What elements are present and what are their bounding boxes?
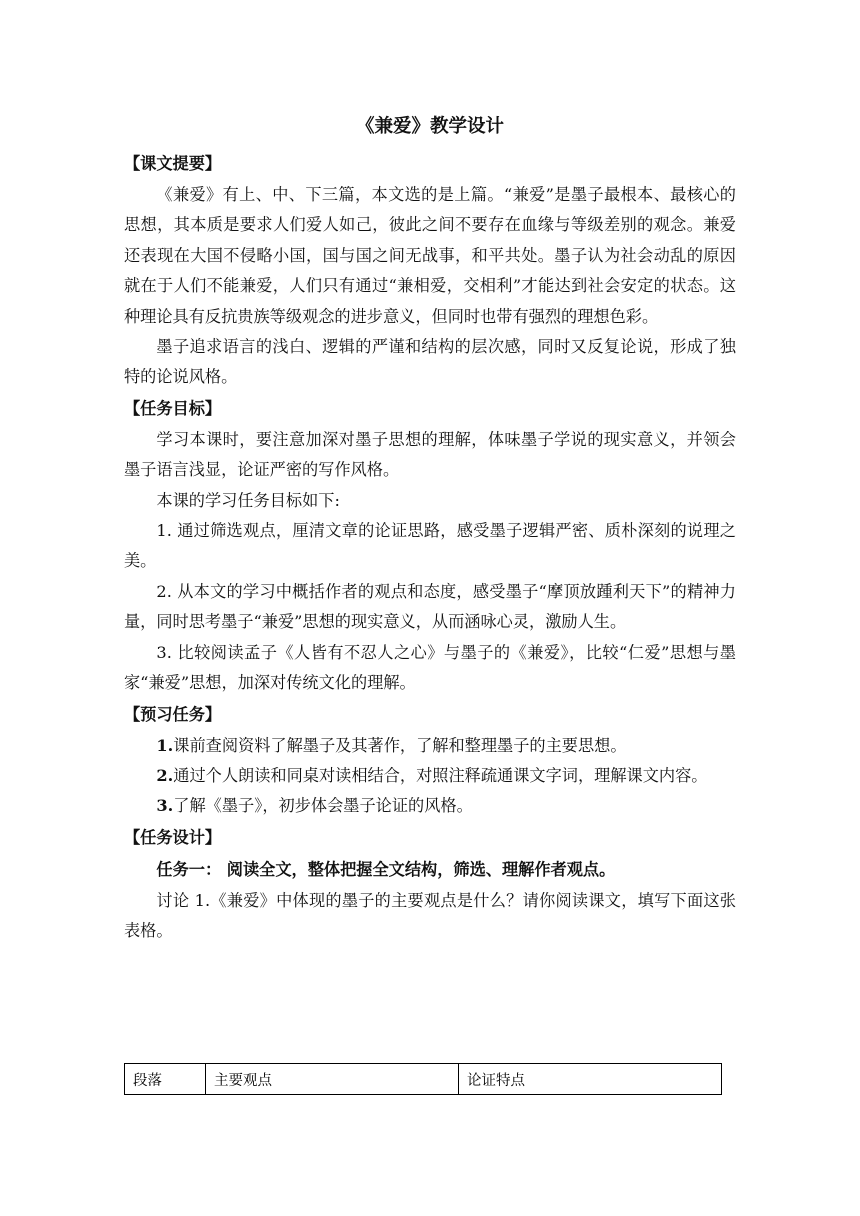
preview-item-1 [124, 731, 736, 761]
preview-item-text: 了解《墨子》，初步体会墨子论证的风格。 [173, 796, 473, 816]
discussion-one: 讨论 1.《兼爱》中体现的墨子的主要观点是什么？请你阅读课文，填写下面这张表格。 [124, 890, 736, 941]
document-title: 《兼爱》教学设计 [355, 116, 504, 137]
section-heading-preview: 【预习任务】 [124, 704, 222, 724]
section-heading-design: 【任务设计】 [124, 827, 222, 847]
table-header-main-view: 主要观点 [206, 1064, 459, 1095]
preview-item-2 [124, 761, 736, 791]
preview-item-text: 通过个人朗读和同桌对读相结合，对照注释疏通课文字词，理解课文内容。 [173, 765, 708, 785]
preview-item-number: 3. [156, 796, 174, 816]
summary-paragraph-2: 墨子追求语言的浅白、逻辑的严谨和结构的层次感，同时又反复论说，形成了独特的论说风格。 [124, 337, 736, 387]
summary-paragraph-1: 《兼爱》有上、中、下三篇，本文选的是上篇。“兼爱”是墨子最根本、最核心的思想，其本质是要求人们爱人如己，彼此之间不要存在血缘与等级差别的观念。兼爱还表现在大国不侵略小国，国与国之间无战事，和平共处。墨子认为社会动乱的原因就在于人们不能兼爱，人们只有通过“兼相爱，交相利”才能达到社会安定的状态。这种理论具有反抗贵族等级观念的进步意义，但同时也带有强烈的理想色彩。 [124, 185, 736, 326]
goals-paragraph-1: 学习本课时，要注意加深对墨子思想的理解，体味墨子学说的现实意义，并领会墨子语言浅显，论证严密的写作风格。 [124, 429, 736, 480]
task-one-title: 任务一： 阅读全文，整体把握全文结构，筛选、理解作者观点。 [156, 859, 616, 879]
preview-item-number: 1. [156, 735, 174, 755]
observation-table [124, 1063, 722, 1095]
table-header-argument-feature: 论证特点 [459, 1064, 722, 1095]
goals-paragraph-2: 本课的学习任务目标如下: [156, 490, 340, 510]
preview-item-3 [124, 791, 736, 821]
section-heading-goals: 【任务目标】 [124, 398, 222, 418]
table-header-row [125, 1064, 722, 1095]
document-body [124, 112, 736, 947]
section-heading-summary: 【课文提要】 [124, 154, 222, 173]
preview-item-number: 2. [156, 765, 174, 785]
preview-item-text: 课前查阅资料了解墨子及其著作，了解和整理墨子的主要思想。 [173, 735, 627, 755]
goal-item-2: 2. 从本文的学习中概括作者的观点和态度，感受墨子“摩顶放踵利天下”的精神力量，同时思考墨子“兼爱”思想的现实意义，从而涵咏心灵，激励人生。 [124, 581, 736, 632]
goal-item-1: 1. 通过筛选观点，厘清文章的论证思路，感受墨子逻辑严密、质朴深刻的说理之美。 [124, 521, 736, 571]
goal-item-3: 3. 比较阅读孟子《人皆有不忍人之心》与墨子的《兼爱》，比较“仁爱”思想与墨家“兼爱”思想，加深对传统文化的理解。 [124, 642, 736, 693]
table-header-paragraph: 段落 [125, 1064, 206, 1095]
